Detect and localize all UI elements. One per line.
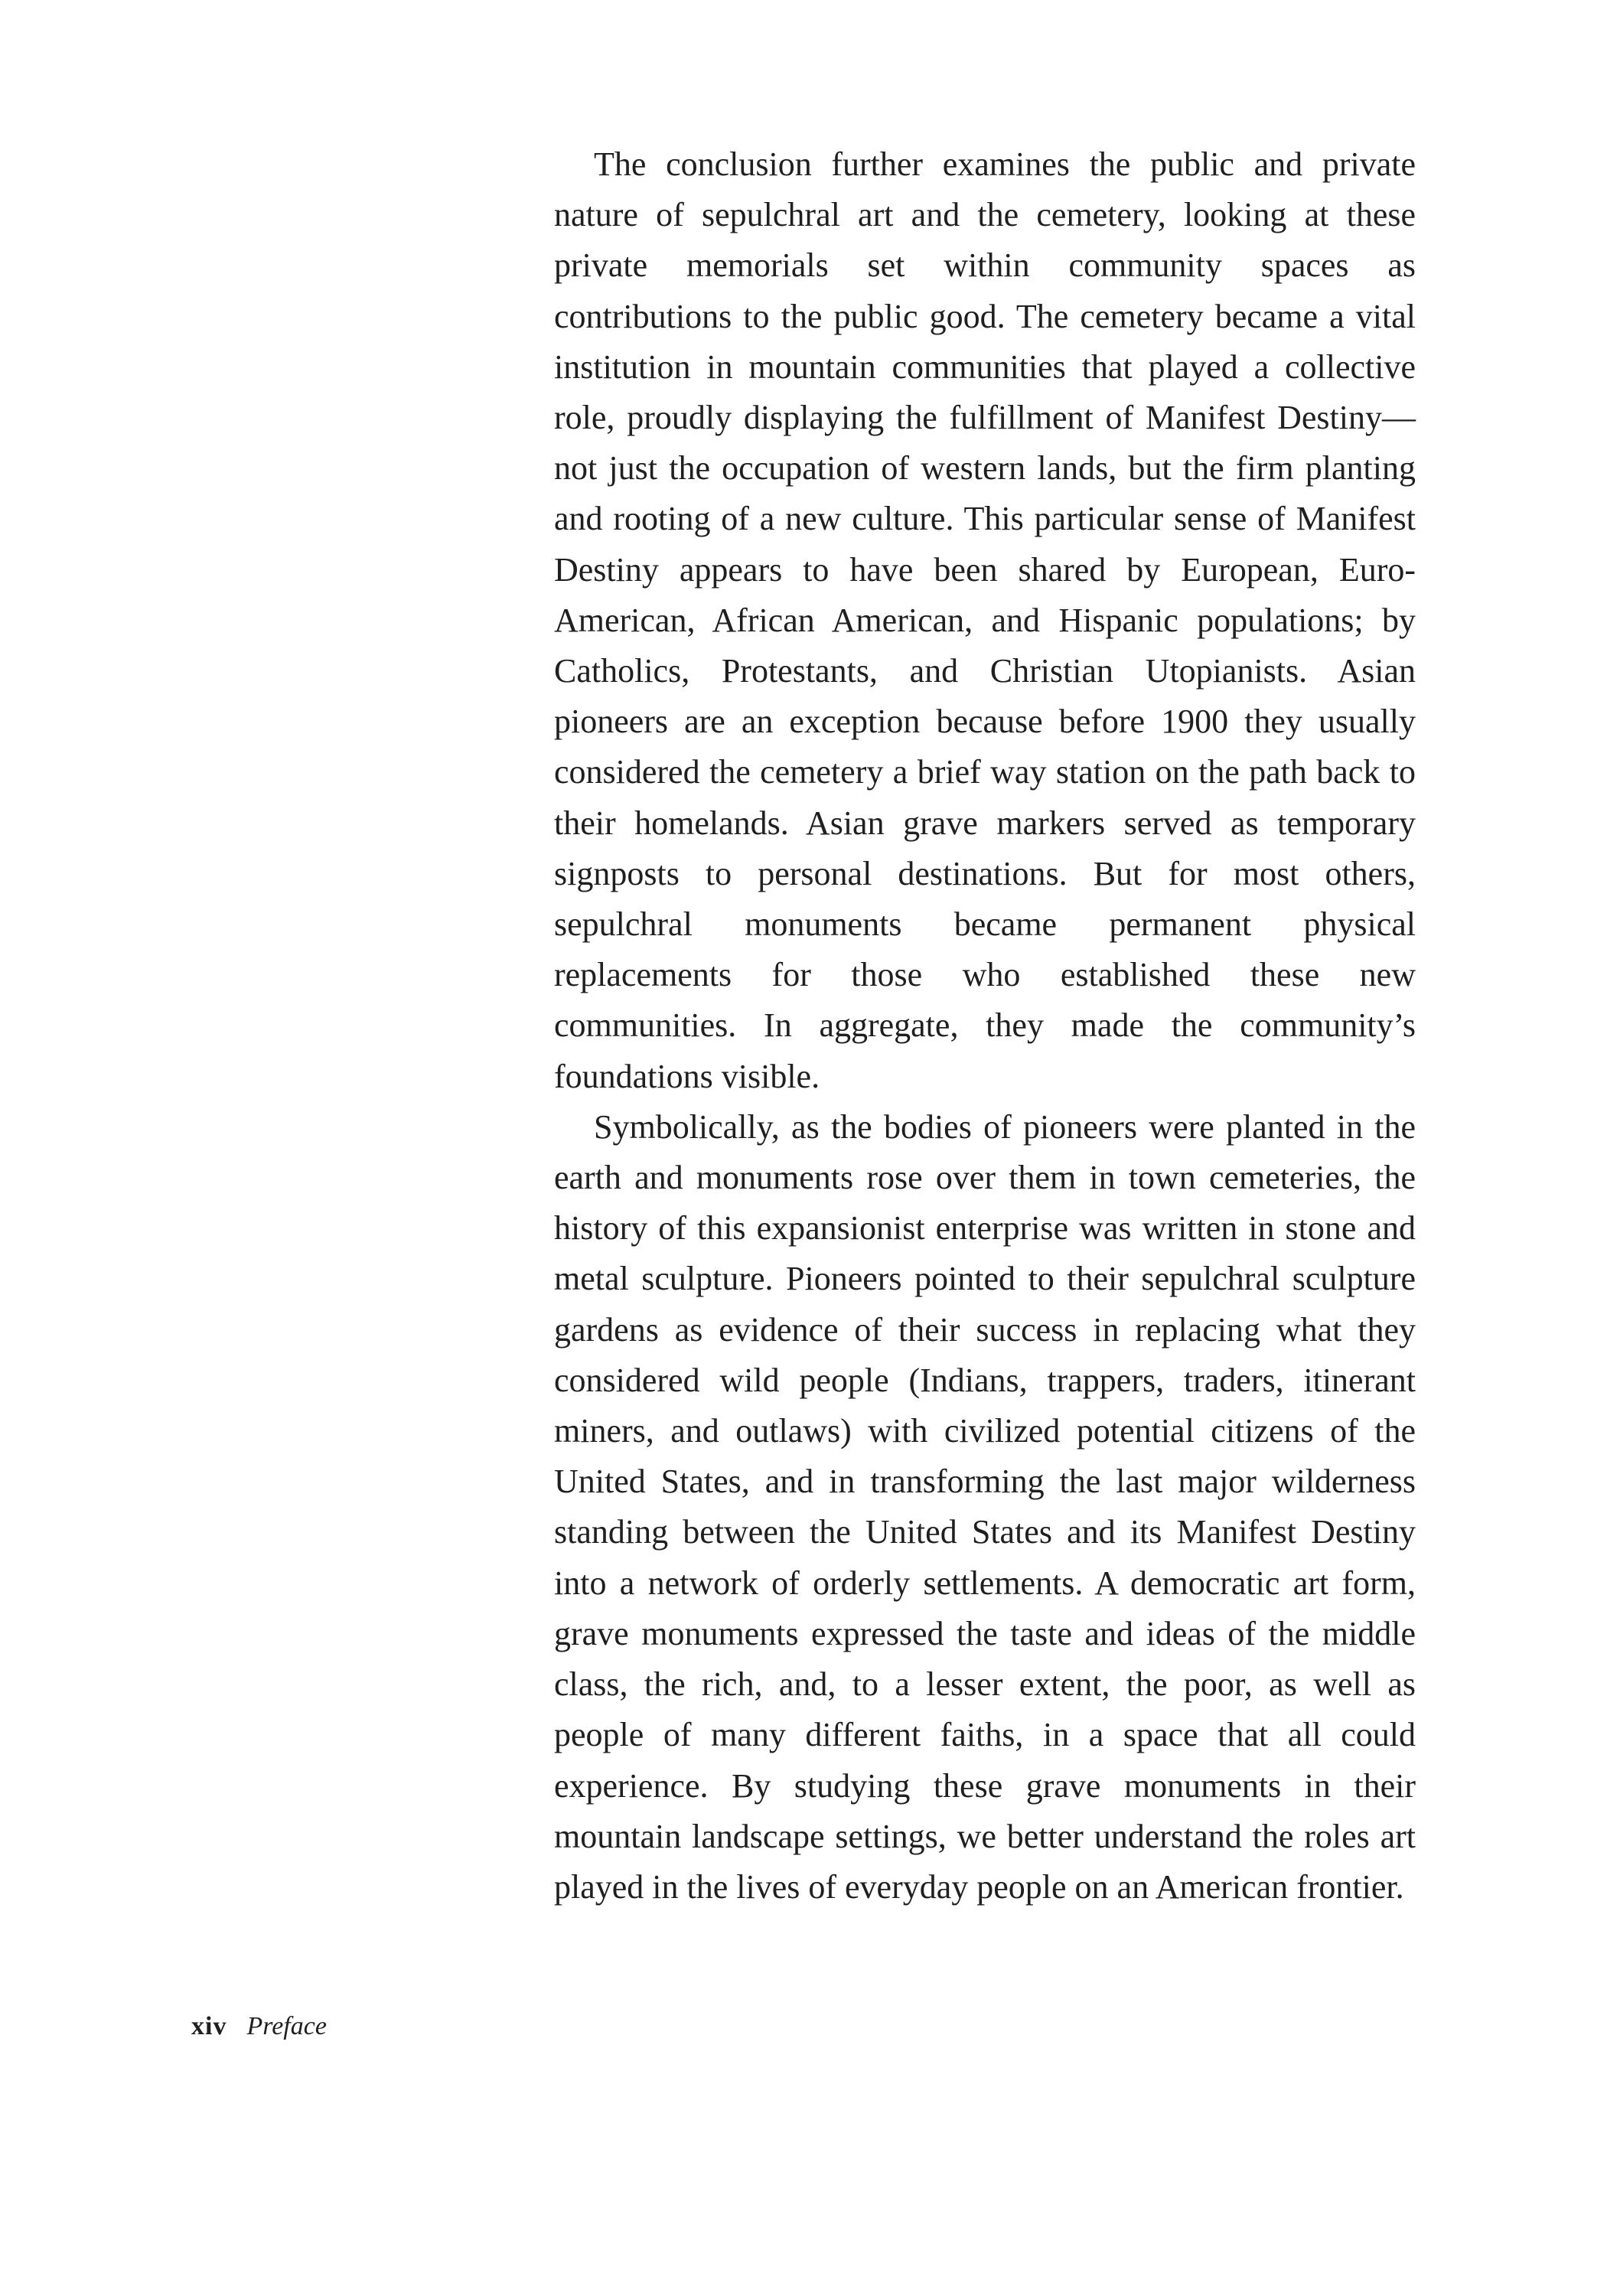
paragraph: Symbolically, as the bodies of pioneers were planted in the earth and monuments rose over them in town cemeteries, the history of this expansionist enterprise was written in stone and metal sculpture. Pioneers pointed to their sepulchral sculpture gardens as evidence of their success in replacing what they considered wild people (Indians, trappers, traders, itinerant miners, and outlaws) with civilized potential citizens of the United States, and in transforming the last major wilderness standing between the United States and its Manifest Destiny into a network of orderly settlements. A democratic art form, grave monuments expressed the taste and ideas of the middle class, the rich, and, to a lesser extent, the poor, as well as people of many different faiths, in a space that all could experience. By studying these grave monuments in their mountain landscape settings, we better understand the roles art played in the lives of everyday people on an American frontier. (554, 1107, 1416, 1906)
page-footer (191, 2011, 327, 2042)
paragraph: The conclusion further examines the public and private nature of sepulchral art and the cemetery, looking at these private memorials set within community spaces as contributions to the public good. The cemetery became a vital institution in mountain communities that played a collective role, proudly displaying the fulfillment of Manifest Destiny—not just the occupation of western lands, but the firm planting and rooting of a new culture. This particular sense of Manifest Destiny appears to have been shared by European, Euro-American, African American, and Hispanic populations; by Catholics, Protestants, and Christian Utopianists. Asian pioneers are an exception because before 1900 they usually considered the cemetery a brief way station on the path back to their homelands. Asian grave markers served as temporary signposts to personal destinations. But for most others, sepulchral monuments became permanent physical replacements for those who established these new communities. In aggregate, they made the community’s foundations visible. (554, 145, 1416, 1095)
body-text (554, 139, 1416, 1913)
running-head: Preface (246, 2012, 327, 2040)
page-number: xiv (191, 2012, 227, 2040)
